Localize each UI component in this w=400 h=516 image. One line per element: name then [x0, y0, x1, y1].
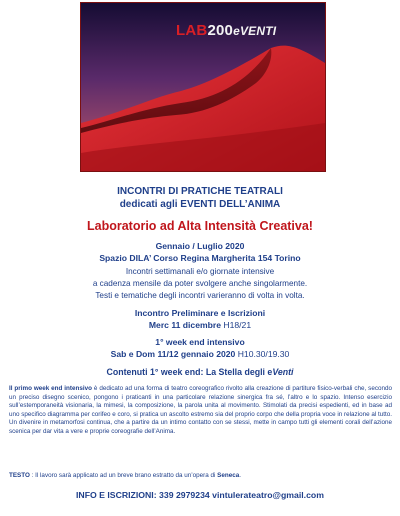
intro-line-2: a cadenza mensile da poter svolgere anche singolarmente. — [92, 279, 308, 288]
testo-end: . — [239, 472, 241, 479]
preliminary-time: H18/21 — [223, 320, 252, 330]
weekend-line — [0, 349, 400, 359]
testo-line — [9, 472, 392, 481]
contact-info: INFO E ISCRIZIONI: 339 2979234 vintulerateatro@gmail.com — [76, 490, 324, 500]
preliminary-line — [0, 320, 400, 330]
weekend-time: H10.30/19.30 — [237, 349, 290, 359]
logo-lab: LAB — [176, 22, 208, 39]
dates: Gennaio / Luglio 2020 — [155, 241, 245, 251]
description-paragraph — [9, 385, 392, 437]
heading-line-1: INCONTRI DI PRATICHE TEATRALI — [117, 186, 283, 197]
testo-label: TESTO — [9, 472, 30, 479]
testo-text: : Il lavoro sarà applicato ad un breve brano estratto da un’opera di — [29, 472, 218, 479]
heading-line-2: dedicati agli EVENTI DELL’ANIMA — [119, 199, 281, 210]
intro-line-1: Incontri settimanali e/o giornate intensive — [125, 267, 275, 276]
description-lead: Il primo week end intensivo — [9, 385, 92, 392]
contents-line — [0, 367, 400, 377]
preliminary-title: Incontro Preliminare e Iscrizioni — [134, 308, 266, 318]
testo-author: Seneca — [217, 472, 240, 479]
subtitle: Laboratorio ad Alta Intensità Creativa! — [87, 219, 313, 233]
weekend-date: Sab e Dom 11/12 gennaio 2020 — [110, 349, 236, 359]
logo-eventi: eVENTI — [233, 24, 277, 38]
intro-line-3: Testi e tematiche degli incontri varieranno di volta in volta. — [95, 291, 305, 300]
weekend-title: 1° week end intensivo — [155, 337, 245, 347]
contents-venti: Venti — [272, 367, 294, 377]
preliminary-date: Merc 11 dicembre — [148, 320, 222, 330]
logo-number: 200 — [207, 22, 234, 39]
description-text: è dedicato ad una forma di teatro coreografico rivolto alla creazione di partiture fisico-verbali che, secondo un preciso disegno scenico, pongono i praticanti in una particolare relazione sinergica fra sé, l’altro e lo spazio. Intenso esercizio sull’estemporaneità visionaria, la mimesi, la composizione, la parola unita al movimento. Stimolati da precisi espedienti, ed in base ad uno specifico diagramma per corifeo e coro, si pratica un ascolto estremo sia del proprio corpo che della propria voce in relazione al tutto. Un divenire in metamorfosi continua, che a partire da un intimo contatto con se stessi, mette in campo tutti gli elementi corali dell’azione scenica per dar vita a vere e proprie coreografie dell’Anima. — [9, 385, 392, 435]
contents-label: Contenuti 1° week end: La Stella degli e — [106, 367, 273, 377]
lab200-logo — [176, 22, 276, 39]
venue: Spazio DILA’ Corso Regina Margherita 154 Torino — [99, 253, 301, 263]
